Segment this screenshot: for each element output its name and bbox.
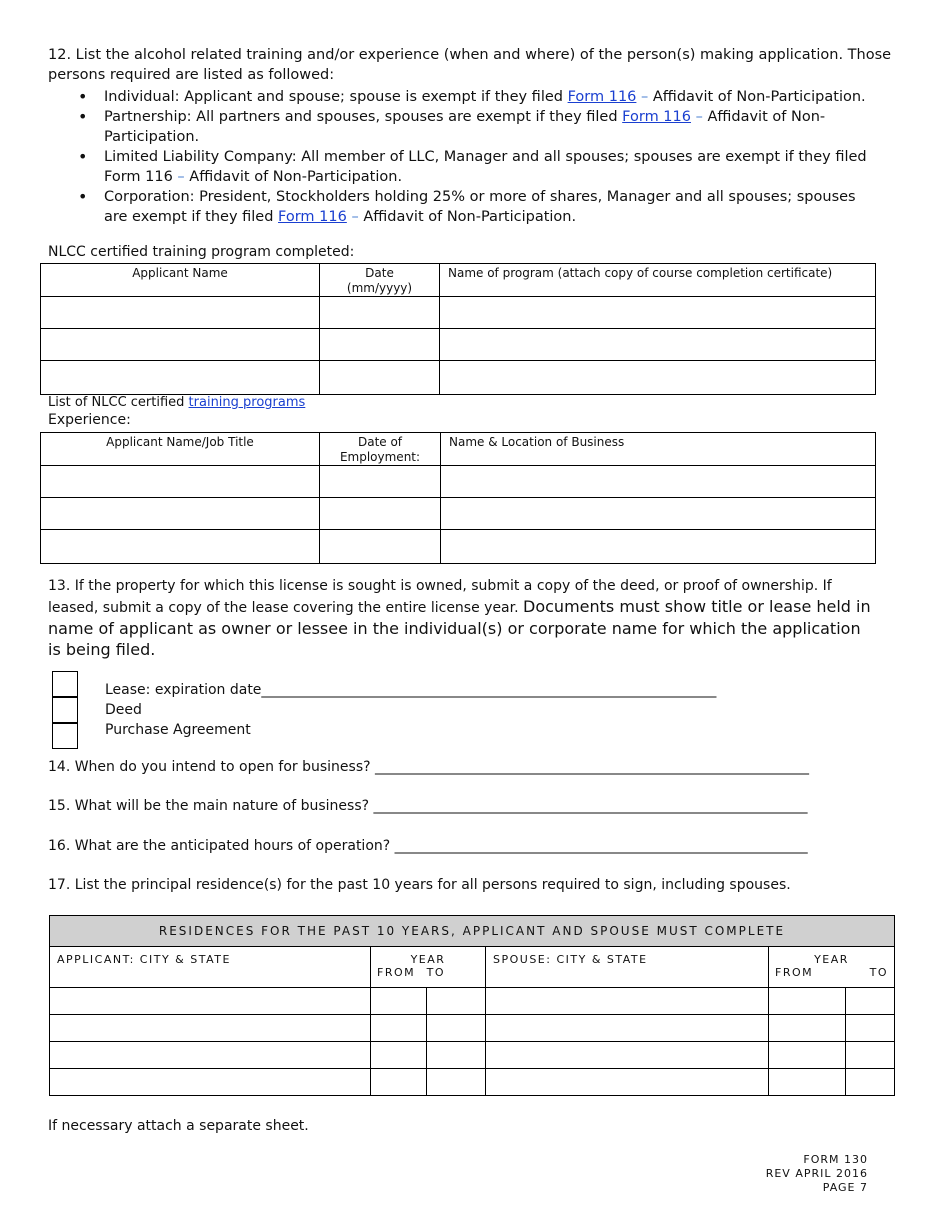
applicant-from-cell[interactable] [371, 1042, 427, 1069]
program-cell[interactable] [440, 329, 876, 361]
spouse-to-cell[interactable] [846, 1069, 895, 1096]
col-spouse-year: YEAR FROM TO [769, 947, 895, 988]
program-cell[interactable] [440, 361, 876, 395]
form-number: FORM 130 [803, 1153, 868, 1166]
list-item: • Corporation: President, Stockholders holding 25% or more of shares, Manager and all spouses; spouses are exempt if they filed Form 116 – Affidavit of Non-Participation. [78, 187, 868, 227]
list-item: • Limited Liability Company: All member of LLC, Manager and all spouses; spouses are exempt if they filed Form 116 – Affidavit of Non-Participation. [78, 147, 868, 187]
job-title-cell[interactable] [41, 466, 320, 498]
q15-nature-field[interactable]: 15. What will be the main nature of business? ______________________________________________________________ [48, 798, 808, 814]
spouse-from-cell[interactable] [769, 1042, 846, 1069]
q12-line2: persons required are listed as followed: [48, 67, 335, 83]
q14-open-date-field[interactable]: 14. When do you intend to open for business? ______________________________________________________________ [48, 759, 810, 775]
spouse-from-cell[interactable] [769, 1015, 846, 1042]
col-applicant-city-state: APPLICANT: CITY & STATE [50, 947, 371, 988]
q17-text: 17. List the principal residence(s) for the past 10 years for all persons required to sign, including spouses. [48, 877, 791, 893]
spouse-from-cell[interactable] [769, 988, 846, 1015]
form-116-link[interactable]: Form 116 [567, 89, 637, 105]
spouse-from-cell[interactable] [769, 1069, 846, 1096]
applicant-from-cell[interactable] [371, 988, 427, 1015]
business-cell[interactable] [441, 530, 876, 564]
purchase-agreement-checkbox[interactable] [52, 723, 78, 749]
q13-line2: leased, submit a copy of the lease covering the entire license year. Documents must show title or lease held in [48, 597, 871, 616]
training-table [40, 263, 876, 395]
revision-date: REV APRIL 2016 [765, 1167, 868, 1180]
lease-expiration-field[interactable]: Lease: expiration date_________________________________________________________________ [105, 682, 717, 698]
form-116-link[interactable]: Form 116 [278, 209, 347, 225]
q16-hours-field[interactable]: 16. What are the anticipated hours of operation? ___________________________________________________________ [48, 838, 808, 854]
applicant-name-cell[interactable] [41, 361, 320, 395]
col-business-location: Name & Location of Business [441, 433, 876, 466]
date-cell[interactable] [320, 297, 440, 329]
list-item: • Individual: Applicant and spouse; spouse is exempt if they filed Form 116 – Affidavit of Non-Participation. [78, 87, 868, 107]
applicant-city-cell[interactable] [50, 1042, 371, 1069]
col-program-name: Name of program (attach copy of course completion certificate) [440, 264, 876, 297]
q13-line3: name of applicant as owner or lessee in the individual(s) or corporate name for which the application [48, 619, 861, 638]
attach-note: If necessary attach a separate sheet. [48, 1118, 309, 1134]
applicant-from-cell[interactable] [371, 1069, 427, 1096]
lease-checkbox[interactable] [52, 671, 78, 697]
form-footer [766, 1153, 868, 1195]
applicant-city-cell[interactable] [50, 988, 371, 1015]
program-cell[interactable] [440, 297, 876, 329]
employment-date-cell[interactable] [320, 498, 441, 530]
purchase-agreement-label: Purchase Agreement [105, 722, 251, 738]
applicant-to-cell[interactable] [427, 988, 486, 1015]
business-cell[interactable] [441, 498, 876, 530]
q13-line4: is being filed. [48, 640, 156, 659]
experience-table [40, 432, 876, 564]
spouse-to-cell[interactable] [846, 1042, 895, 1069]
applicant-name-cell[interactable] [41, 329, 320, 361]
deed-checkbox[interactable] [52, 697, 78, 723]
training-title: NLCC certified training program completed: [48, 244, 355, 260]
spouse-to-cell[interactable] [846, 988, 895, 1015]
spouse-city-cell[interactable] [486, 1015, 769, 1042]
col-spouse-city-state: SPOUSE: CITY & STATE [486, 947, 769, 988]
training-list-note: List of NLCC certified training programs [48, 395, 306, 410]
applicant-name-cell[interactable] [41, 297, 320, 329]
applicant-to-cell[interactable] [427, 1015, 486, 1042]
applicant-city-cell[interactable] [50, 1069, 371, 1096]
employment-date-cell[interactable] [320, 530, 441, 564]
applicant-to-cell[interactable] [427, 1069, 486, 1096]
spouse-city-cell[interactable] [486, 1042, 769, 1069]
q13-line1: 13. If the property for which this license is sought is owned, submit a copy of the deed, or proof of ownership. If [48, 578, 832, 594]
experience-title: Experience: [48, 412, 131, 428]
applicant-city-cell[interactable] [50, 1015, 371, 1042]
applicant-to-cell[interactable] [427, 1042, 486, 1069]
col-date: Date (mm/yyyy) [320, 264, 440, 297]
q12-line1: 12. List the alcohol related training and/or experience (when and where) of the person(s) making application. Those [48, 47, 892, 63]
training-programs-link[interactable]: training programs [188, 395, 306, 410]
applicant-from-cell[interactable] [371, 1015, 427, 1042]
job-title-cell[interactable] [41, 498, 320, 530]
spouse-city-cell[interactable] [486, 988, 769, 1015]
spouse-city-cell[interactable] [486, 1069, 769, 1096]
date-cell[interactable] [320, 329, 440, 361]
business-cell[interactable] [441, 466, 876, 498]
required-persons-list [58, 87, 868, 227]
col-applicant-year: YEAR FROM TO [371, 947, 486, 988]
job-title-cell[interactable] [41, 530, 320, 564]
col-applicant-name: Applicant Name [41, 264, 320, 297]
form-116-link[interactable]: Form 116 [622, 109, 691, 125]
date-cell[interactable] [320, 361, 440, 395]
col-employment-date: Date of Employment: [320, 433, 441, 466]
deed-label: Deed [105, 702, 142, 718]
employment-date-cell[interactable] [320, 466, 441, 498]
spouse-to-cell[interactable] [846, 1015, 895, 1042]
residences-header: RESIDENCES FOR THE PAST 10 YEARS, APPLICANT AND SPOUSE MUST COMPLETE [50, 916, 895, 947]
col-job-title: Applicant Name/Job Title [41, 433, 320, 466]
page-number: PAGE 7 [822, 1181, 868, 1194]
list-item: • Partnership: All partners and spouses, spouses are exempt if they filed Form 116 – Affidavit of Non-Participation. [78, 107, 868, 147]
residences-table [49, 915, 895, 1096]
